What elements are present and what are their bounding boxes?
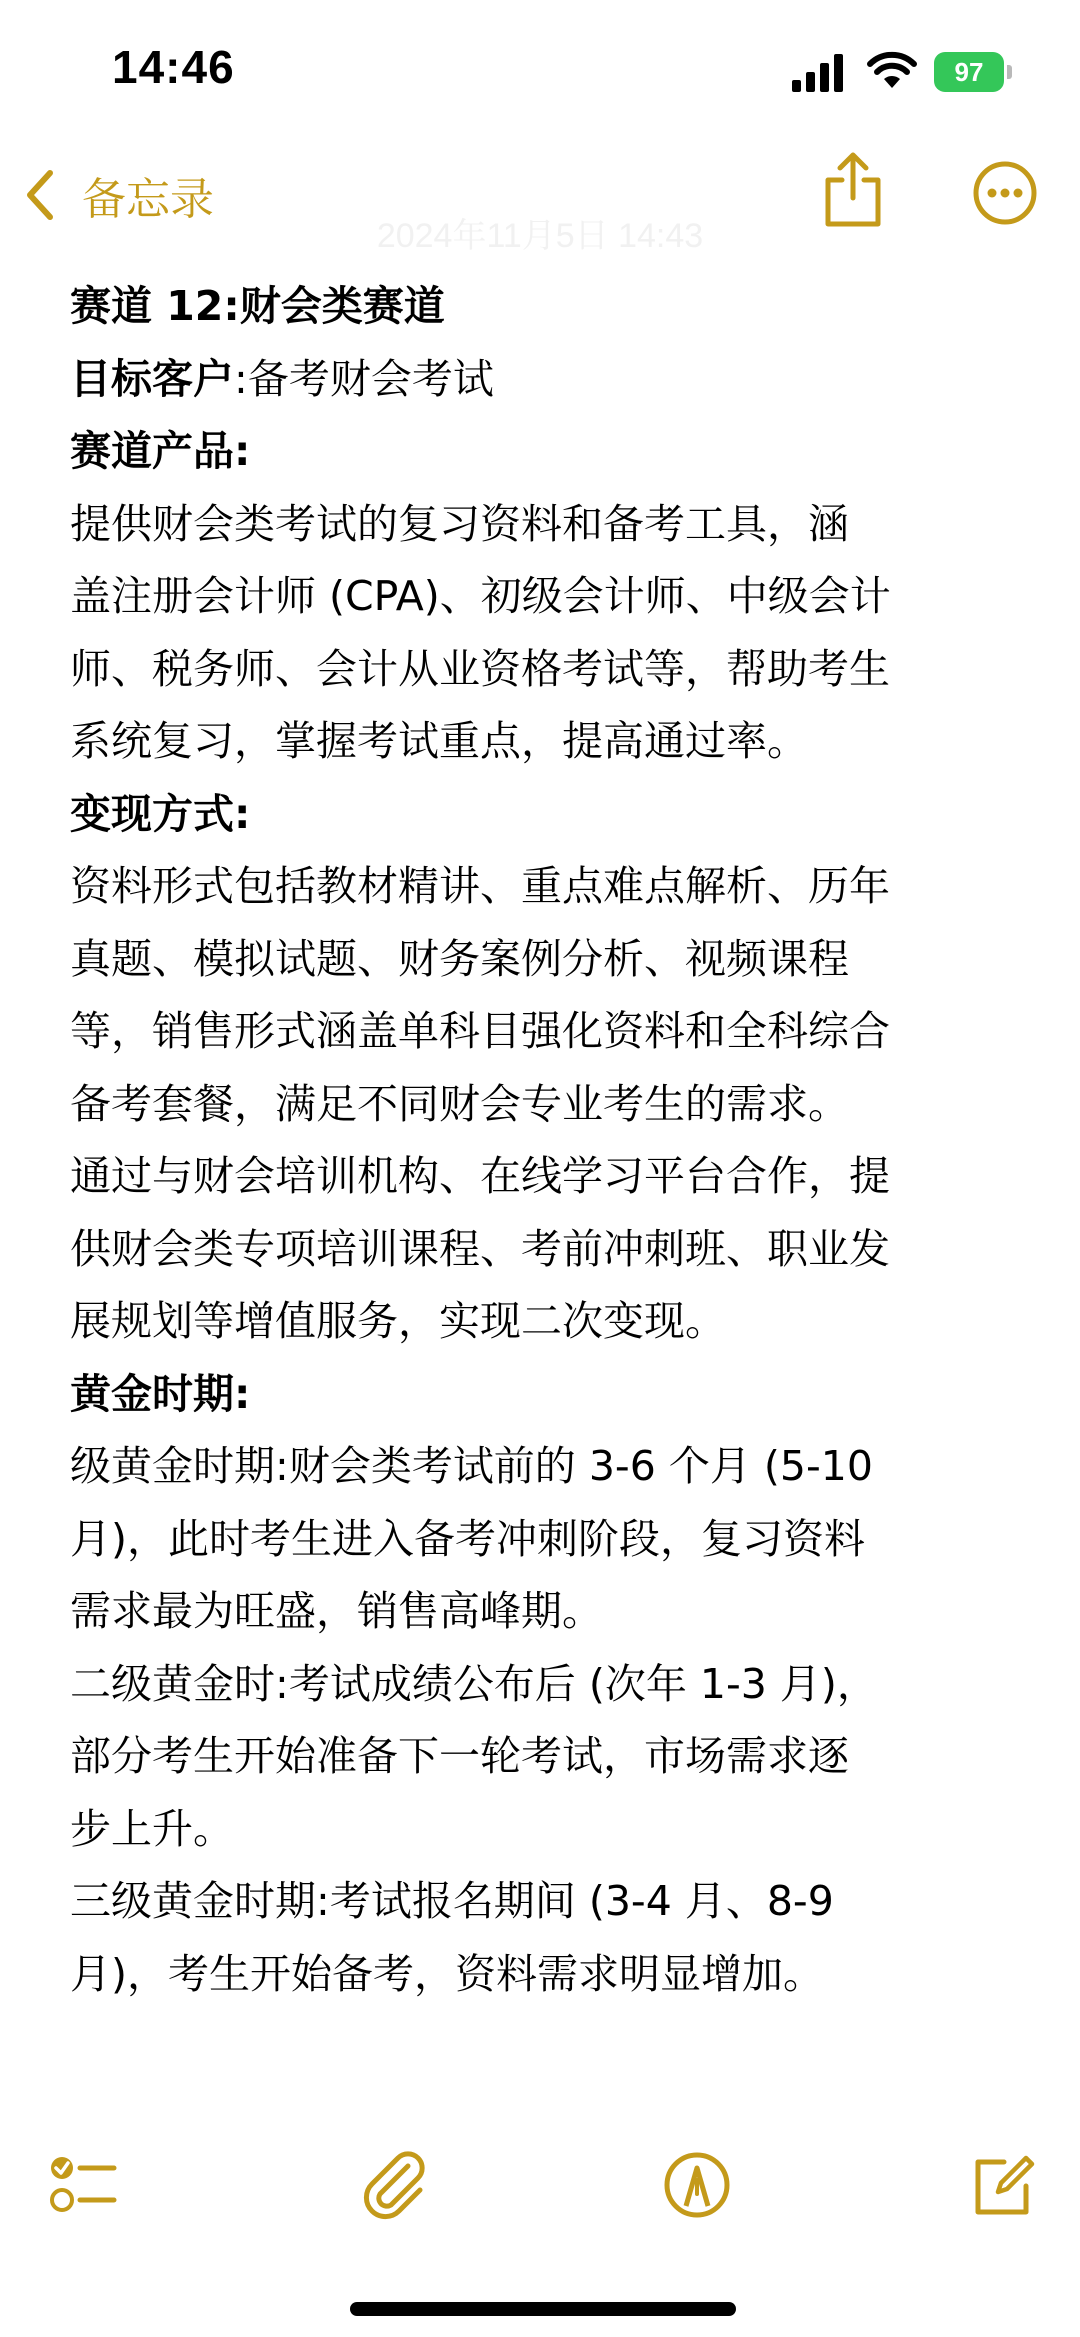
home-indicator[interactable]: [350, 2302, 736, 2316]
note-line: [70, 343, 1030, 416]
status-bar: [0, 0, 1080, 150]
note-label: 目标客户: [70, 354, 234, 403]
compose-icon[interactable]: [968, 2150, 1038, 2220]
note-line: 供财会类专项培训课程、考前冲刺班、职业发: [70, 1224, 890, 1273]
back-label: 备忘录: [82, 174, 214, 225]
note-heading: 赛道产品:: [70, 427, 251, 475]
note-line: 备考套餐，满足不同财会专业考生的需求。: [70, 1079, 849, 1128]
battery-icon: [934, 52, 1014, 92]
bottom-toolbar: [0, 2150, 1080, 2240]
cellular-signal-icon: [792, 52, 846, 92]
note-line: 展规划等增值服务，实现二次变现。: [70, 1297, 726, 1345]
note-line: 通过与财会培训机构、在线学习平台合作，提: [70, 1152, 890, 1200]
note-line: 三级黄金时期:考试报名期间 (3-4 月、8-9: [70, 1877, 834, 1925]
note-line: 等，销售形式涵盖单科目强化资料和全科综合: [70, 1007, 890, 1055]
note-line: 需求最为旺盛，销售高峰期。: [70, 1587, 603, 1635]
note-line: 师、税务师、会计从业资格考试等，帮助考生: [70, 644, 890, 693]
note-line: 二级黄金时:考试成绩公布后 (次年 1-3 月)，: [70, 1659, 878, 1708]
note-line: 系统复习，掌握考试重点，提高通过率。: [70, 717, 808, 765]
note-line: 提供财会类考试的复习资料和备考工具，涵: [70, 499, 849, 548]
note-heading: 黄金时期:: [70, 1369, 251, 1418]
note-heading: 变现方式:: [70, 789, 251, 838]
note-line: 级黄金时期:财会类考试前的 3-6 个月 (5-10: [70, 1442, 873, 1490]
status-time: 14:46: [112, 41, 235, 93]
checklist-icon[interactable]: [48, 2150, 118, 2220]
note-date: 2024年11月5日 14:43: [376, 217, 704, 255]
battery-cap: [1007, 65, 1012, 79]
note-line: 资料形式包括教材精讲、重点难点解析、历年: [70, 862, 890, 910]
battery-level: 97: [954, 57, 984, 87]
note-text: :备考财会考试: [234, 354, 494, 403]
paperclip-icon[interactable]: [360, 2150, 430, 2220]
note-body[interactable]: [70, 270, 1030, 2010]
wifi-icon: [866, 50, 918, 90]
note-heading: 赛道 12:财会类赛道: [70, 282, 445, 330]
note-line: 盖注册会计师 (CPA)、初级会计师、中级会计: [70, 572, 891, 620]
pen-tip-circle-icon[interactable]: [662, 2150, 732, 2220]
note-line: 月)，考生开始备考，资料需求明显增加。: [70, 1949, 824, 1998]
note-line: 部分考生开始准备下一轮考试，市场需求逐: [70, 1732, 849, 1780]
note-line: 真题、模拟试题、财务案例分析、视频课程: [70, 934, 849, 983]
note-line: 步上升。: [70, 1804, 234, 1853]
note-line: 月)，此时考生进入备考冲刺阶段，复习资料: [70, 1514, 865, 1563]
